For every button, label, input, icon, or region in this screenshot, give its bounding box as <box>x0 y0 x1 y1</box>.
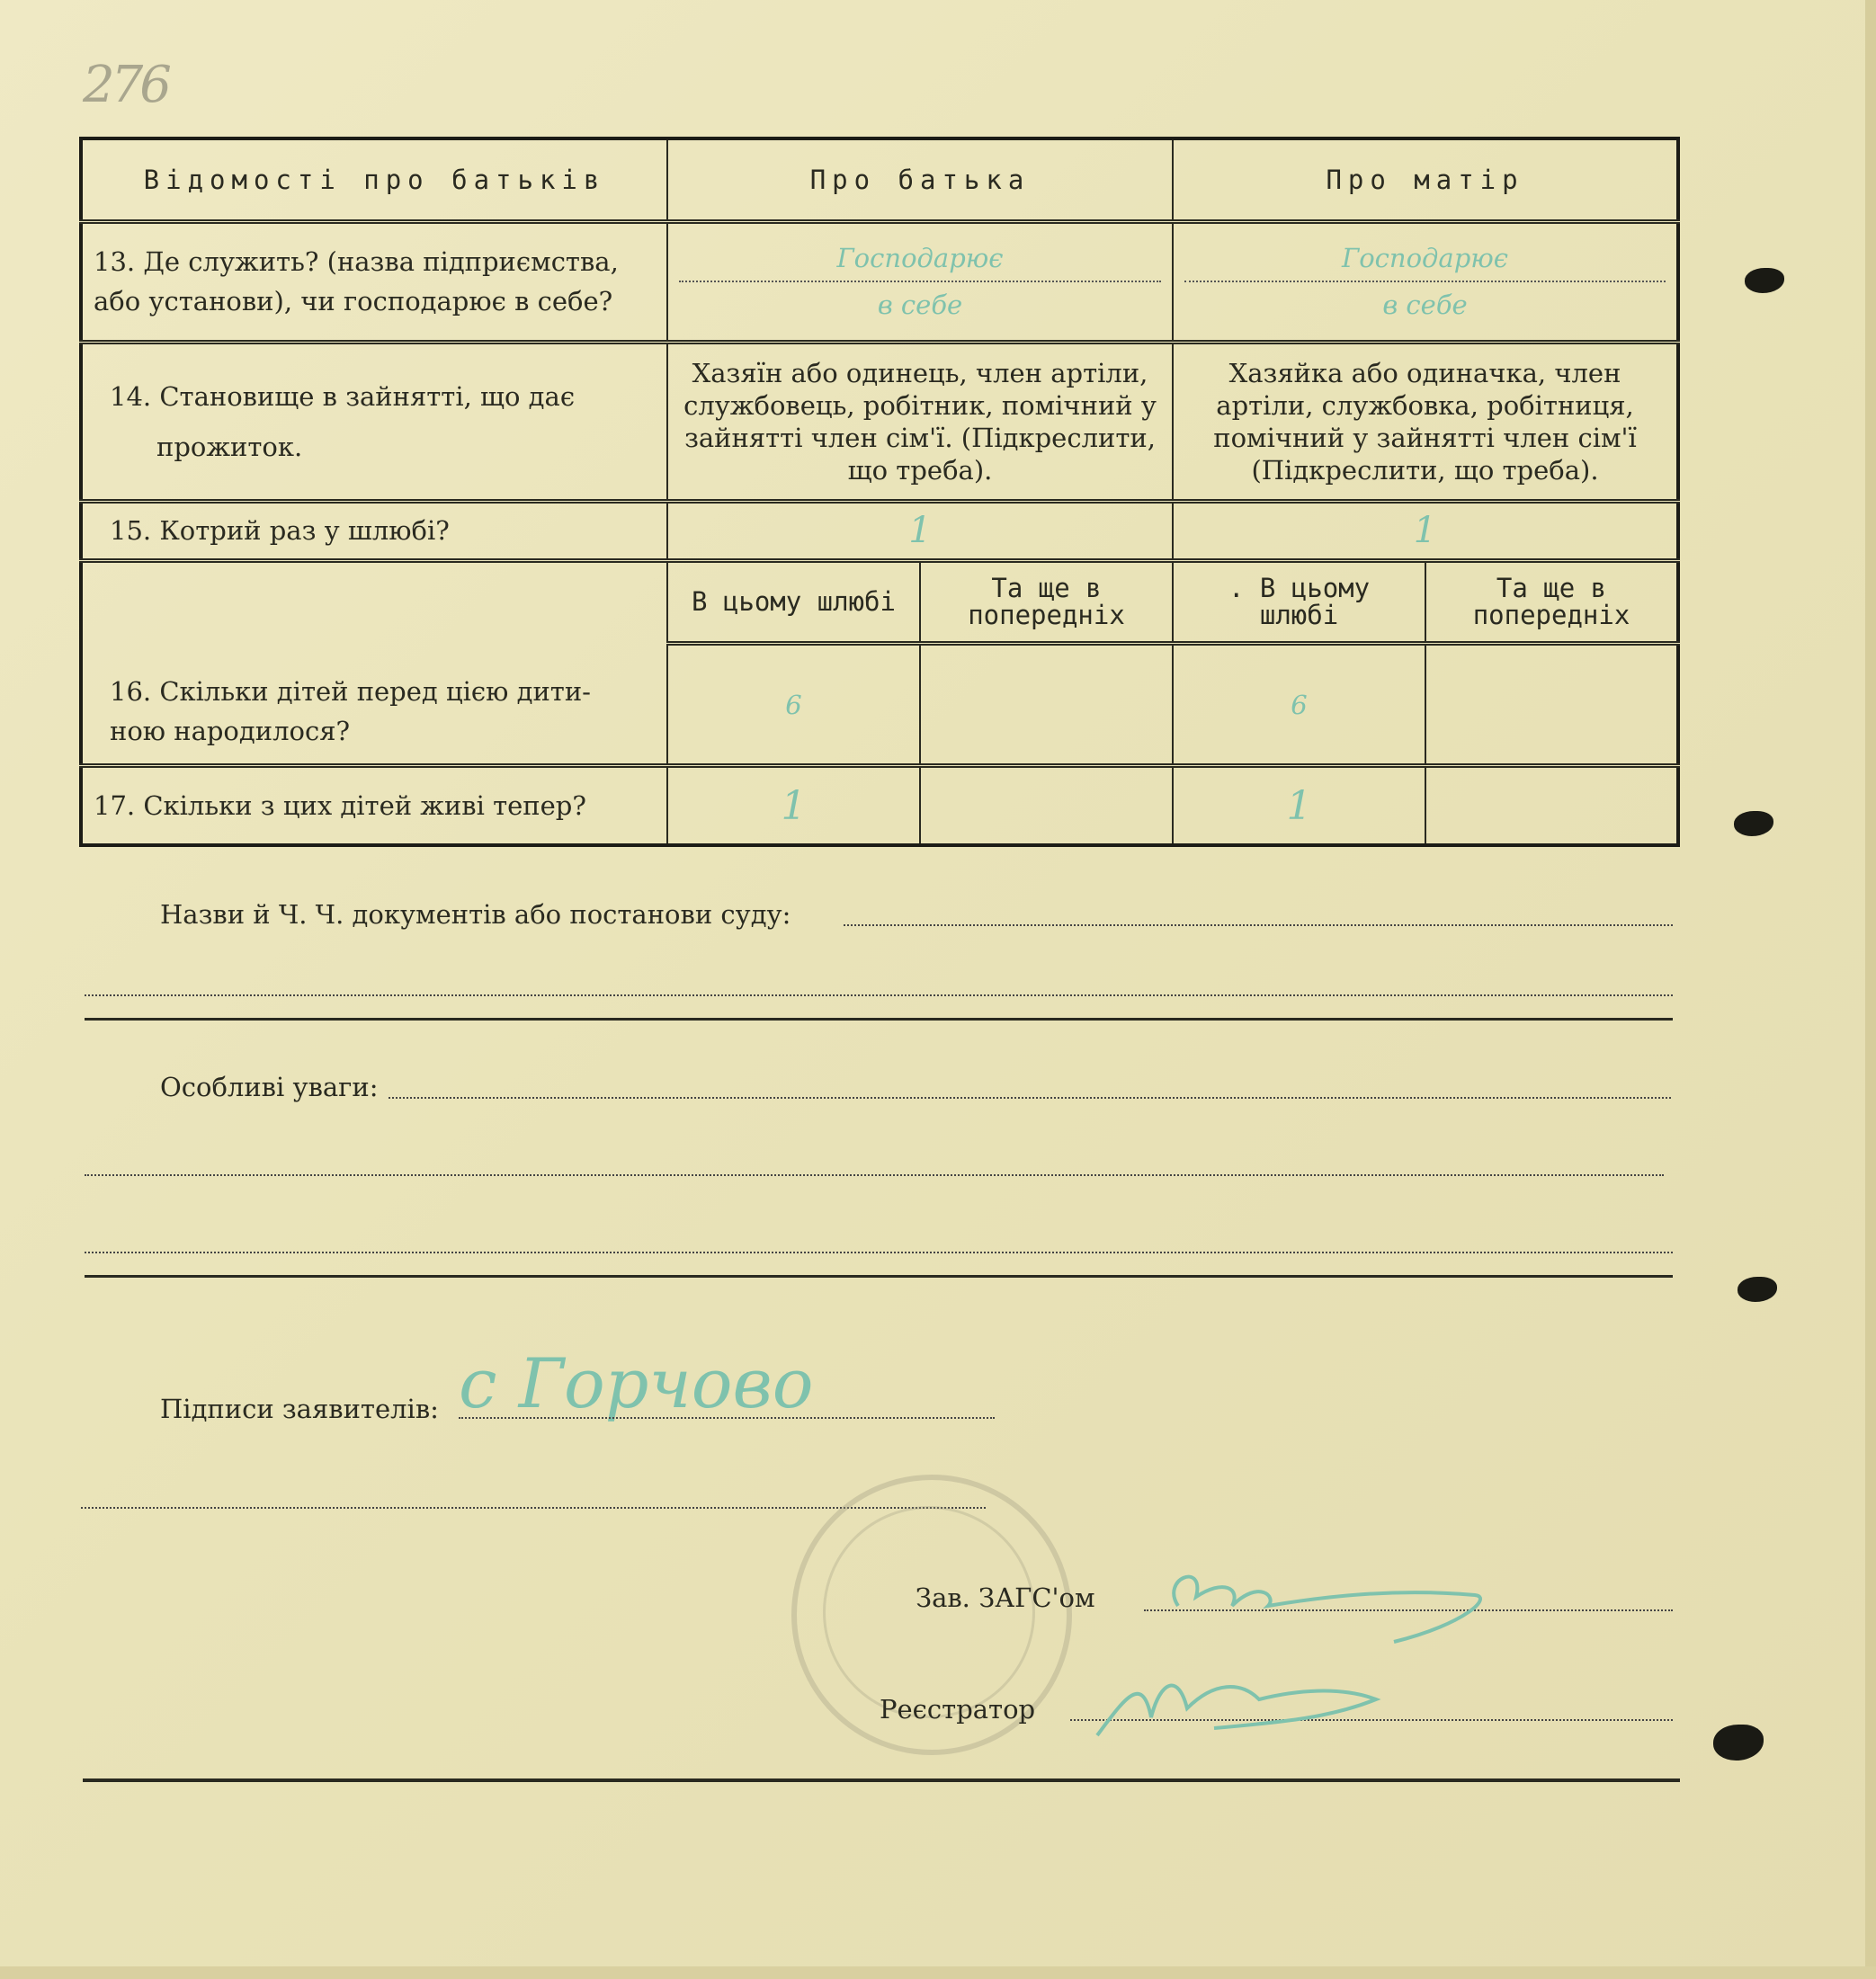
documents-label: Назви й Ч. Ч. документів або постанови суду: <box>160 899 791 930</box>
head-signature <box>1124 1543 1502 1660</box>
q17-mother-prev-value <box>1425 766 1678 845</box>
q13-label-line1: 13. Де служить? (назва підприємства, <box>94 246 619 278</box>
bottom-rule <box>83 1778 1680 1782</box>
q15-father-value: 1 <box>667 501 1173 560</box>
q13-label-line2: або установи), чи господарює в себе? <box>94 286 613 317</box>
q13-father-value <box>667 221 1173 342</box>
q14-label-line1: 14. Становище в зайнятті, що дає <box>110 380 576 412</box>
q17-father-this-value: 1 <box>667 766 920 845</box>
q16-mother-this-value: 6 <box>1173 643 1425 765</box>
registrar-signature <box>1088 1654 1412 1744</box>
q14-mother-options: Хазяйка або одиначка, член артіли, службовка, робітниця, помічний у зайнятті член сім'ї (Підкреслити, що треба). <box>1173 343 1678 501</box>
q14-label <box>81 343 667 501</box>
q14-label-line2: прожиток. <box>156 431 303 462</box>
q13-father-line2: в себе <box>877 290 963 321</box>
section-divider <box>85 1275 1673 1278</box>
q13-mother-line1: Господарює <box>1184 236 1666 282</box>
signatures-line <box>459 1417 995 1419</box>
documents-line <box>844 924 1673 926</box>
q17-father-prev-value <box>920 766 1173 845</box>
q16-father-prev-value <box>920 643 1173 765</box>
q16-father-this-value: 6 <box>667 643 920 765</box>
header-father: Про батька <box>667 138 1173 221</box>
remarks-line-3 <box>85 1252 1673 1253</box>
page-number: 276 <box>83 56 168 114</box>
q16-label <box>81 560 667 766</box>
signatures-value: с Горчово <box>459 1343 814 1423</box>
q17-label: 17. Скільки з цих дітей живі тепер? <box>81 766 667 845</box>
paper-edge-right <box>1865 0 1876 1979</box>
q13-father-line1: Господарює <box>679 236 1161 282</box>
q16-label-line2: ною народилося? <box>110 716 351 747</box>
documents-line-2 <box>85 994 1673 996</box>
q13-label <box>81 221 667 342</box>
remarks-line-1 <box>389 1097 1671 1099</box>
q15-mother-value: 1 <box>1173 501 1678 560</box>
paper-edge-bottom <box>0 1966 1876 1979</box>
head-label: Зав. ЗАГС'ом <box>916 1582 1095 1613</box>
q16-father-this-marriage-header: В цьому шлюбі <box>667 560 920 643</box>
header-parents-info: Відомості про батьків <box>81 138 667 221</box>
header-mother: Про матір <box>1173 138 1678 221</box>
remarks-label: Особливі уваги: <box>160 1072 379 1102</box>
q16-mother-prev-value <box>1425 643 1678 765</box>
q16-mother-previous-header: Та ще в попередніх <box>1425 560 1678 643</box>
q16-father-previous-header: Та ще в попередніх <box>920 560 1173 643</box>
q13-mother-value <box>1173 221 1678 342</box>
parents-info-table <box>79 137 1680 847</box>
q14-father-options: Хазяїн або одинець, член артіли, службовець, робітник, помічний у зайнятті член сім'ї. (Підкреслити, що треба). <box>667 343 1173 501</box>
q16-label-line1: 16. Скільки дітей перед цією дити- <box>110 676 591 708</box>
q15-label: 15. Котрий раз у шлюбі? <box>81 501 667 560</box>
registrar-label: Реєстратор <box>880 1694 1036 1725</box>
q17-mother-this-value: 1 <box>1173 766 1425 845</box>
q16-mother-this-marriage-header: . В цьому шлюбі <box>1173 560 1425 643</box>
signatures-label: Підписи заявителів: <box>160 1394 439 1424</box>
remarks-line-2 <box>85 1174 1664 1176</box>
q13-mother-line2: в себе <box>1382 290 1468 321</box>
section-divider <box>85 1018 1673 1021</box>
